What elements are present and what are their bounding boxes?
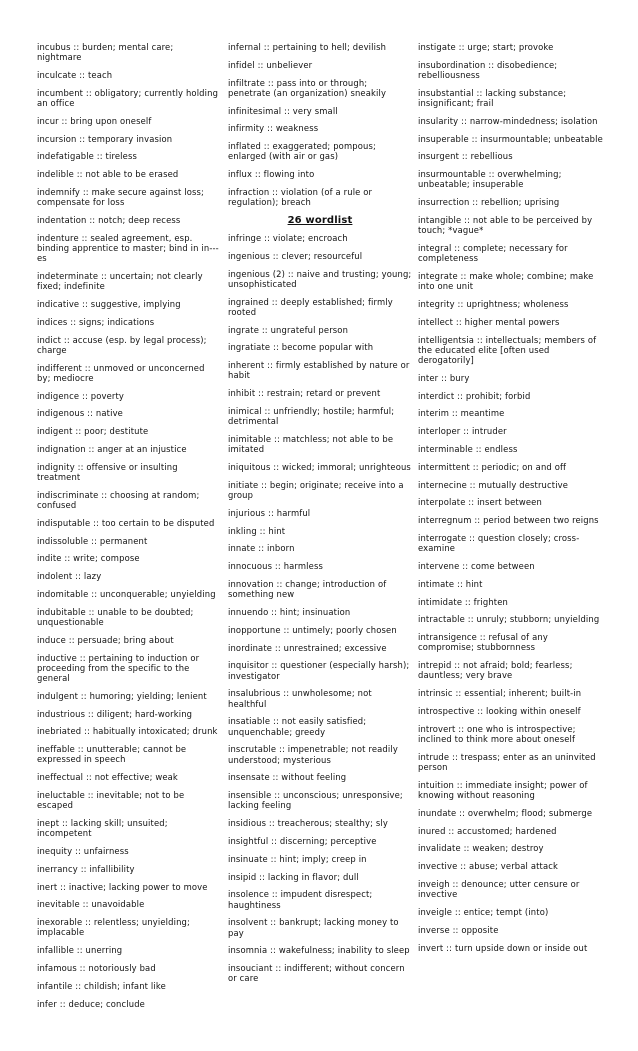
word-entry: ineffable :: unutterable; cannot be expressed in speech — [37, 744, 187, 765]
word-entry: inherent :: firmly established by nature or habit — [228, 360, 410, 381]
word-entry: inordinate :: unrestrained; excessive — [228, 642, 387, 653]
word-entry: indicative :: suggestive, implying — [37, 298, 181, 309]
word-entry: inert :: inactive; lacking power to move — [37, 881, 208, 892]
word-entry: incumbent :: obligatory; currently holding an office — [37, 87, 219, 108]
word-entry: insightful :: discerning; perceptive — [228, 835, 377, 846]
word-entry: inveigle :: entice; tempt (into) — [418, 906, 549, 917]
word-entry: infer :: deduce; conclude — [37, 998, 145, 1009]
word-entry: invective :: abuse; verbal attack — [418, 861, 559, 872]
word-entry: inopportune :: untimely; poorly chosen — [228, 624, 397, 635]
word-entry: indices :: signs; indications — [37, 316, 155, 327]
word-entry: inverse :: opposite — [418, 924, 499, 935]
word-entry: infernal :: pertaining to hell; devilish — [228, 42, 387, 52]
word-entry: infringe :: violate; encroach — [228, 232, 348, 243]
word-entry: interrogate :: question closely; cross-examine — [418, 532, 580, 554]
word-entry: inculcate :: teach — [37, 70, 113, 80]
word-entry: invalidate :: weaken; destroy — [418, 843, 544, 854]
word-entry: intervene :: come between — [418, 560, 535, 571]
word-entry: insurrection :: rebellion; uprising — [418, 197, 560, 208]
column-2 — [228, 42, 412, 991]
word-entry: indemnify :: make secure against loss; compensate for loss — [37, 186, 205, 208]
word-entry: influx :: flowing into — [228, 169, 315, 180]
word-entry: insubordination :: disobedience; rebelliousness — [418, 59, 558, 80]
word-entry: injurious :: harmful — [228, 507, 311, 518]
word-entry: ingenious :: clever; resourceful — [228, 250, 363, 261]
word-entry: insensible :: unconscious; unresponsive; lacking feeling — [228, 790, 403, 811]
word-entry: insurgent :: rebellious — [418, 151, 513, 162]
word-entry: interminable :: endless — [418, 443, 518, 454]
word-entry: indenture :: sealed agreement, esp. binding apprentice to master; bind in in---es — [37, 232, 219, 264]
word-entry: intelligentsia :: intellectuals; members of the educated elite [often used derogatorily] — [418, 334, 597, 365]
word-entry: insidious :: treacherous; stealthy; sly — [228, 818, 388, 829]
word-entry: incur :: bring upon oneself — [37, 115, 152, 126]
word-entry: indeterminate :: uncertain; not clearly fixed; indefinite — [37, 270, 203, 292]
word-entry: incubus :: burden; mental care; nightmare — [37, 42, 174, 63]
word-entry: ingrate :: ungrateful person — [228, 324, 349, 335]
word-entry: intrude :: trespass; enter as an uninvited person — [418, 751, 596, 772]
word-entry: inveigh :: denounce; utter censure or invective — [418, 878, 580, 900]
word-entry: interim :: meantime — [418, 408, 505, 419]
column-3 — [418, 42, 603, 960]
word-entry: introvert :: one who is introspective; inclined to think more about oneself — [418, 723, 576, 744]
word-entry: inductive :: pertaining to induction or proceeding from the specific to the general — [37, 652, 200, 683]
word-entry: indomitable :: unconquerable; unyielding — [37, 588, 216, 599]
word-entry: inscrutable :: impenetrable; not readily understood; mysterious — [228, 744, 398, 765]
word-entry: inequity :: unfairness — [37, 845, 129, 856]
word-entry: intractable :: unruly; stubborn; unyielding — [418, 614, 600, 625]
word-entry: intermittent :: periodic; on and off — [418, 461, 567, 472]
word-entry: innocuous :: harmless — [228, 561, 323, 572]
word-entry: insalubrious :: unwholesome; not healthful — [228, 688, 372, 709]
word-entry: iniquitous :: wicked; immoral; unrighteous — [228, 461, 411, 472]
word-entry: intrepid :: not afraid; bold; fearless; dauntless; very brave — [418, 660, 573, 681]
word-entry: innuendo :: hint; insinuation — [228, 606, 351, 617]
word-entry: incursion :: temporary invasion — [37, 133, 173, 144]
word-entry: induce :: persuade; bring about — [37, 634, 174, 645]
word-entry: insurmountable :: overwhelming; unbeatable; insuperable — [418, 169, 562, 190]
word-entry: intuition :: immediate insight; power of knowing without reasoning — [418, 779, 588, 800]
word-entry: insuperable :: insurmountable; unbeatable — [418, 133, 603, 144]
word-entry: infinitesimal :: very small — [228, 105, 338, 116]
word-entry: indigence :: poverty — [37, 390, 125, 401]
word-entry: infantile :: childish; infant like — [37, 980, 166, 991]
word-entry: insipid :: lacking in flavor; dull — [228, 871, 359, 882]
word-entry: intimate :: hint — [418, 578, 483, 589]
word-entry: indignation :: anger at an injustice — [37, 443, 187, 454]
word-entry: inexorable :: relentless; unyielding; implacable — [37, 917, 190, 938]
word-entry: indelible :: not able to be erased — [37, 169, 179, 180]
word-entry: inhibit :: restrain; retard or prevent — [228, 388, 381, 399]
word-entry: indolent :: lazy — [37, 571, 102, 582]
word-entry: integrity :: uprightness; wholeness — [418, 298, 569, 309]
word-entry: ineluctable :: inevitable; not to be escaped — [37, 789, 185, 811]
word-entry: intimidate :: frighten — [418, 596, 508, 607]
word-entry: infirmity :: weakness — [228, 123, 319, 134]
word-entry: innovation :: change; introduction of something new — [228, 578, 387, 600]
word-entry: introspective :: looking within oneself — [418, 705, 581, 716]
word-entry: inevitable :: unavoidable — [37, 899, 145, 910]
word-entry: infallible :: unerring — [37, 945, 123, 956]
word-entry: insouciant :: indifferent; without concern or care — [228, 963, 405, 984]
word-entry: inkling :: hint — [228, 525, 286, 536]
word-entry: inept :: lacking skill; unsuited; incompetent — [37, 817, 168, 839]
word-entry: initiate :: begin; originate; receive into a group — [228, 479, 404, 500]
word-entry: insularity :: narrow-mindedness; isolation — [418, 115, 598, 126]
word-entry: indite :: write; compose — [37, 553, 140, 564]
word-entry: intellect :: higher mental powers — [418, 316, 560, 327]
word-entry: indiscriminate :: choosing at random; confused — [37, 489, 200, 510]
word-entry: invert :: turn upside down or inside out — [418, 942, 588, 953]
word-entry: inimical :: unfriendly; hostile; harmful; detrimental — [228, 405, 395, 427]
word-entry: insomnia :: wakefulness; inability to sleep — [228, 945, 410, 956]
word-entry: inquisitor :: questioner (especially harsh); investigator — [228, 660, 410, 681]
word-entry: inter :: bury — [418, 372, 470, 383]
word-entry: inured :: accustomed; hardened — [418, 825, 557, 836]
word-entry: integrate :: make whole; combine; make into one unit — [418, 270, 594, 292]
word-entry: insolence :: impudent disrespect; haughtiness — [228, 889, 373, 910]
word-entry: indissoluble :: permanent — [37, 535, 148, 546]
word-entry: insatiable :: not easily satisfied; unquenchable; greedy — [228, 716, 367, 737]
word-entry: insubstantial :: lacking substance; insignificant; frail — [418, 87, 567, 108]
word-entry: innate :: inborn — [228, 543, 295, 554]
word-entry: inflated :: exaggerated; pompous; enlarged (with air or gas) — [228, 141, 376, 162]
word-entry: indefatigable :: tireless — [37, 151, 137, 162]
word-entry: infamous :: notoriously bad — [37, 962, 156, 973]
word-entry: indict :: accuse (esp. by legal process); charge — [37, 334, 207, 355]
word-entry: infidel :: unbeliever — [228, 59, 313, 70]
word-entry: indignity :: offensive or insulting treatment — [37, 461, 178, 482]
word-entry: indisputable :: too certain to be disputed — [37, 517, 215, 528]
word-entry: intransigence :: refusal of any compromise; stubbornness — [418, 632, 548, 653]
word-entry: interpolate :: insert between — [418, 497, 542, 508]
word-entry: intrinsic :: essential; inherent; built-in — [418, 688, 582, 699]
word-entry: instigate :: urge; start; provoke — [418, 42, 554, 52]
word-entry: intangible :: not able to be perceived by touch; *vague* — [418, 214, 593, 236]
word-entry: infraction :: violation (of a rule or regulation); breach — [228, 186, 373, 208]
word-entry: interloper :: intruder — [418, 426, 507, 437]
word-entry: indigenous :: native — [37, 408, 123, 419]
wordlist-heading: 26 wordlist — [287, 214, 353, 226]
word-entry: indubitable :: unable to be doubted; unquestionable — [37, 606, 194, 627]
column-1 — [37, 42, 220, 1016]
word-entry: inundate :: overwhelm; flood; submerge — [418, 807, 593, 818]
word-entry: insolvent :: bankrupt; lacking money to pay — [228, 917, 399, 938]
word-entry: interdict :: prohibit; forbid — [418, 390, 531, 401]
word-entry: inebriated :: habitually intoxicated; drunk — [37, 726, 218, 737]
word-entry: indifferent :: unmoved or unconcerned by; mediocre — [37, 362, 205, 383]
word-entry: ingratiate :: become popular with — [228, 342, 374, 353]
word-entry: indentation :: notch; deep recess — [37, 214, 181, 225]
word-entry: indulgent :: humoring; yielding; lenient — [37, 690, 207, 701]
word-entry: inimitable :: matchless; not able to be imitated — [228, 433, 394, 455]
word-entry: integral :: complete; necessary for completeness — [418, 242, 568, 264]
word-entry: infiltrate :: pass into or through; penetrate (an organization) sneakily — [228, 77, 387, 98]
word-entry: ingrained :: deeply established; firmly rooted — [228, 296, 393, 317]
word-entry: ingenious (2) :: naive and trusting; young; unsophisticated — [228, 268, 412, 289]
word-entry: internecine :: mutually destructive — [418, 479, 569, 490]
word-entry: insinuate :: hint; imply; creep in — [228, 853, 367, 864]
word-entry: inerrancy :: infallibility — [37, 863, 135, 874]
word-entry: indigent :: poor; destitute — [37, 426, 149, 437]
word-entry: industrious :: diligent; hard-working — [37, 708, 193, 719]
word-entry: ineffectual :: not effective; weak — [37, 772, 178, 783]
word-entry: insensate :: without feeling — [228, 772, 347, 783]
word-entry: interregnum :: period between two reigns — [418, 515, 599, 526]
